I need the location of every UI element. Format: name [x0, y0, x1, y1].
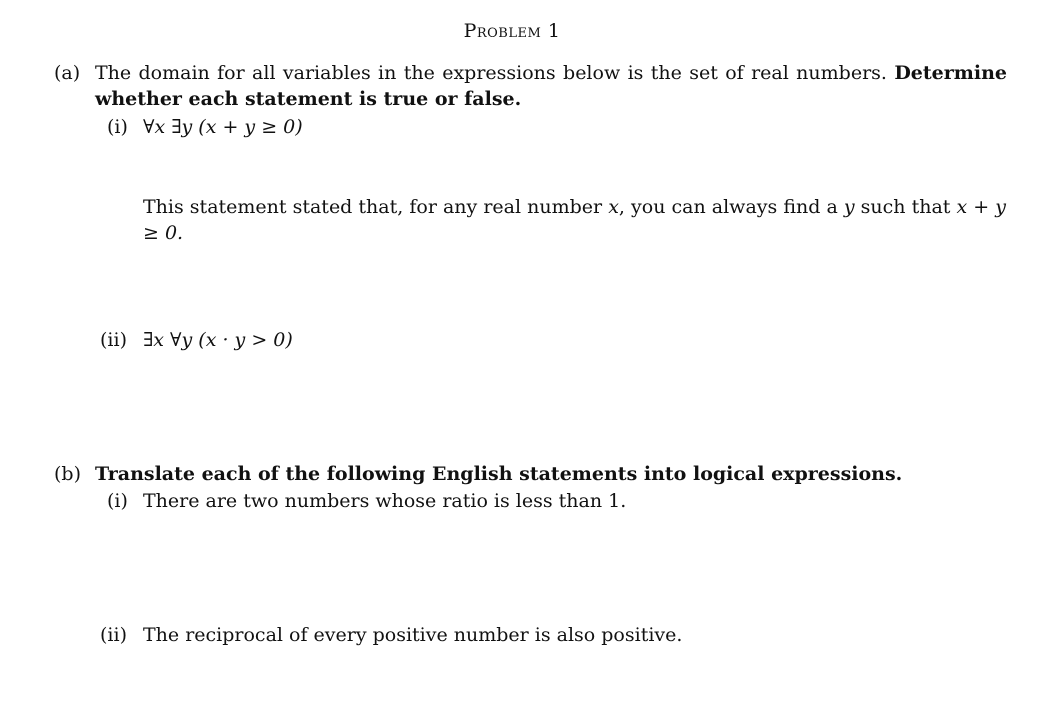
answer-text-3: such that [860, 196, 951, 218]
part-b-item-ii-label: (ii) [100, 624, 127, 646]
part-a-item-i-label: (i) [107, 116, 128, 138]
part-a-intro-plain: The domain for all variables in the expressions below is the set of real numbers. [95, 62, 887, 84]
part-a-item-ii-label: (ii) [100, 329, 127, 351]
part-a-intro [95, 60, 1007, 112]
part-a-intro-bold: Determine whether each statement is true or false. [95, 62, 1007, 110]
part-b-intro [95, 463, 902, 485]
part-a-item-ii-expression: ∃x ∀y (x · y > 0) [143, 329, 293, 351]
part-a-item-i-expression: ∀x ∃y (x + y ≥ 0) [143, 116, 303, 138]
part-b-item-i-text: There are two numbers whose ratio is less than 1. [143, 490, 627, 512]
answer-var-y: y [843, 196, 855, 218]
part-b-label: (b) [54, 463, 81, 485]
part-a-label: (a) [54, 62, 81, 84]
problem-title [0, 20, 1024, 42]
answer-expression: x + y ≥ 0. [143, 196, 1007, 244]
answer-text-2: , you can always find a [618, 196, 838, 218]
problem-title-text: Problem 1 [463, 20, 561, 42]
part-b-intro-bold: Translate each of the following English statements into logical expressions. [95, 463, 903, 485]
answer-text-1: This statement stated that, for any real number [143, 196, 603, 218]
part-b-item-i-label: (i) [107, 490, 128, 512]
answer-var-x: x [608, 196, 619, 218]
part-b-item-ii-text: The reciprocal of every positive number is also positive. [143, 624, 683, 646]
part-a-item-i-answer [143, 194, 1006, 246]
